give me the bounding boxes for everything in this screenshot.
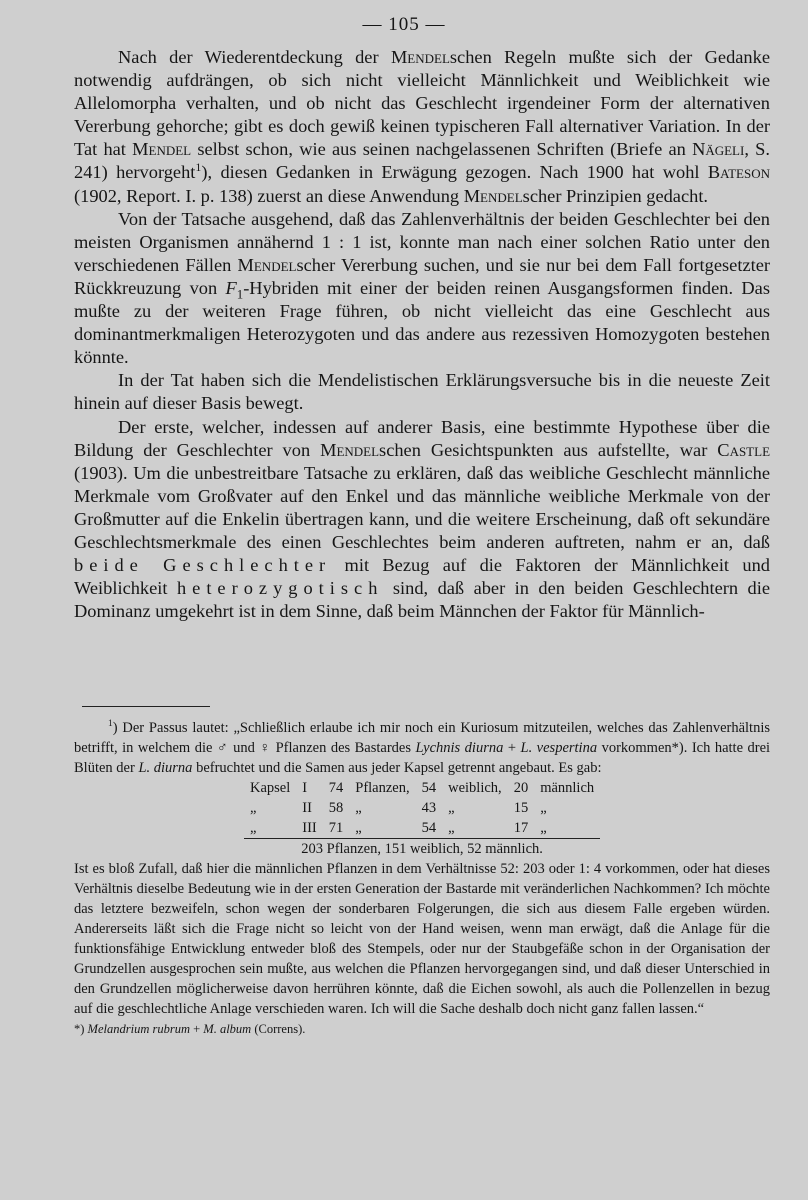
female-symbol-icon: ♀ xyxy=(259,740,272,756)
paragraph-2 xyxy=(74,208,770,370)
table-cell-count: 74 xyxy=(328,780,344,796)
text-run: scher Vererbung suchen, und sie nur bei dem Fall fortgesetzter Rückkreuzung von xyxy=(74,254,771,298)
table-cell-num: II xyxy=(302,800,312,816)
table-cell-count: 58 xyxy=(328,800,344,816)
text-run: scher Prinzipien gedacht. xyxy=(522,185,709,206)
footnote-star xyxy=(74,1019,770,1039)
table-row xyxy=(244,818,600,839)
page-number: — 105 — xyxy=(362,14,446,35)
author-name: Mendel xyxy=(237,254,297,275)
table-cell-num: III xyxy=(302,820,317,836)
paragraph-1 xyxy=(74,46,770,208)
table-cell-w: 54 xyxy=(421,820,437,836)
text-run: , S. 241) hervorgeht xyxy=(74,139,770,183)
author-name: Nägeli xyxy=(692,139,745,160)
table-cell-num: I xyxy=(302,780,308,796)
text-run: + xyxy=(503,740,521,756)
spaced-emphasis: beide Geschlechter xyxy=(74,555,332,576)
species-name: L. diurna xyxy=(138,760,193,776)
table-total-row xyxy=(244,839,600,860)
species-name: L. vespertina xyxy=(520,740,598,756)
text-run: ), diesen Gedanken in Erwägung gezogen. Nach 1900 hat wohl xyxy=(201,162,708,183)
footnotes xyxy=(74,718,770,1039)
author-name: Bateson xyxy=(707,162,770,183)
table-cell-unit: Pflanzen, xyxy=(355,780,410,796)
text-run: Von der Tatsache ausgehend, daß das Zahlenverhältnis der beiden Geschlechter bei den meisten Organismen annähernd 1 : 1 ist, konnte man nach einer solchen Ratio unter den verschiedenen Fällen xyxy=(74,208,770,275)
table-cell-m: 17 xyxy=(513,820,529,836)
table-cell-ml: männlich xyxy=(540,780,595,796)
capsule-count-table xyxy=(244,778,600,859)
text-run: + xyxy=(189,1022,204,1036)
table-cell-w: 43 xyxy=(421,800,437,816)
hybrid-generation: 1 xyxy=(236,287,244,302)
table-cell-w: 54 xyxy=(421,780,437,796)
table-row xyxy=(244,778,600,798)
author-name: Mendel xyxy=(390,47,450,67)
table-cell-label: „ xyxy=(250,820,257,836)
table-row xyxy=(244,798,600,818)
text-run: und xyxy=(228,740,260,756)
male-symbol-icon: ♂ xyxy=(216,740,229,756)
text-run: selbst schon, wie aus seinen nachgelassenen Schriften (Briefe an xyxy=(191,139,693,160)
table-cell-m: 20 xyxy=(513,780,529,796)
author-name: Mendel xyxy=(320,439,380,460)
text-run: mit Bezug auf die Faktoren der Männlichkeit und Weiblichkeit xyxy=(74,555,770,599)
table-cell-wl: „ xyxy=(448,820,455,836)
footnote-mark: 1 xyxy=(108,719,113,730)
footnote-mark: *) xyxy=(74,1022,85,1036)
table-cell-label: Kapsel xyxy=(250,780,291,796)
author-name: Mendel xyxy=(463,185,523,206)
text-run: Nach der Wiederentdeckung der xyxy=(118,47,391,67)
footnote-reference[interactable]: 1 xyxy=(195,160,202,175)
table-cell-wl: „ xyxy=(448,800,455,816)
hybrid-symbol: F xyxy=(225,277,237,298)
table-cell-count: 71 xyxy=(328,820,344,836)
text-run: befruchtet und die Samen aus jeder Kapsel getrennt angebaut. Es gab: xyxy=(192,760,602,776)
footnote-1-continuation: Ist es bloß Zufall, daß hier die männlichen Pflanzen in dem Verhältnisse 52: 203 oder 1: 4 vorkommen, oder hat dieses Verhältnis dieselbe Bedeutung wie in der ersten Generation der Bastarde mit veränderlichen Nachkommen? Ich möchte das letztere bezweifeln, schon wegen der sonderbaren Folgerungen, die sich aus diesem Falle ergeben würden. Andererseits läßt sich die Frage nicht so leicht von der Hand weisen, wenn man erwägt, daß die Anlage für die funktionsfähige Entwicklung entweder bloß des Stempels, oder nur der Staubgefäße schon in der Organisation der Grundzellen ausgesprochen sein mußte, aus welchen die Pflanzen hervorgegangen sind, und daß dieser Unterschied in den Grundzellen möglicherweise davon herrühren könnte, daß die Eichen sowohl, als auch die Pollenzellen in bezug auf die geschlechtliche Anlage verschieden waren. Ich will die Sache deshalb doch nicht ganz fallen lassen.“ xyxy=(74,861,770,1017)
text-run: schen Gesichtspunkten aus aufstellte, war xyxy=(379,439,718,460)
text-run: (1903). Um die unbestreitbare Tatsache zu erklären, daß das weibliche Geschlecht männliche Merkmale vom Großvater auf den Enkel und das männliche weibliche Merkmale von der Großmutter auf die Enkelin übertragen kann, und die weitere Erscheinung, daß oft sekundäre Geschlechtsmerkmale des einen Geschlechtes beim anderen auftreten, nahm er an, daß xyxy=(74,462,770,552)
table-cell-label: „ xyxy=(250,800,257,816)
table-cell-m: 15 xyxy=(513,800,529,816)
footnote-divider xyxy=(82,706,210,707)
text-run: (Correns). xyxy=(251,1022,306,1036)
table-cell-unit: „ xyxy=(355,820,362,836)
text-run: ) Der Passus lautet: „Schließlich erlaube ich mir noch ein Kuriosum mitzuteilen, welches das Zahlenverhältnis betrifft, in welchem die xyxy=(74,720,770,756)
table-cell-wl: weiblich, xyxy=(448,780,502,796)
table-cell-ml: „ xyxy=(540,800,547,816)
table-total: 203 Pflanzen, 151 weiblich, 52 männlich. xyxy=(244,839,600,860)
species-name: Lychnis diurna xyxy=(415,740,504,756)
table-cell-unit: „ xyxy=(355,800,362,816)
footnote-1 xyxy=(74,718,770,778)
paragraph-4 xyxy=(74,416,770,624)
text-run: -Hybriden mit einer der beiden reinen Ausgangsformen finden. Das mußte zu der weiteren Frage führen, ob nicht vielleicht das eine Geschlecht aus dominantmerkmaligen Heterozygoten und das andere aus rezessiven Homozygoten bestehen könnte. xyxy=(74,277,771,368)
text-run: vorkommen*). Ich hatte drei Blüten der xyxy=(74,740,771,776)
species-name: Melandrium rubrum xyxy=(87,1022,190,1036)
paragraph-3: In der Tat haben sich die Mendelistischen Erklärungsversuche bis in die neueste Zeit hinein auf dieser Basis bewegt. xyxy=(74,370,770,414)
text-run: (1902, Report. I. p. 138) zuerst an diese Anwendung xyxy=(74,185,464,206)
main-text xyxy=(74,46,770,623)
text-run: sind, daß aber in den beiden Geschlechtern die Dominanz umgekehrt ist in dem Sinne, daß beim Männchen der Faktor für Männlich- xyxy=(74,578,771,622)
author-name: Castle xyxy=(717,439,771,460)
table-cell-ml: „ xyxy=(540,820,547,836)
text-run: Pflanzen des Bastardes xyxy=(271,740,416,756)
author-name: Mendel xyxy=(132,139,192,160)
species-name: M. album xyxy=(203,1022,252,1036)
spaced-emphasis: heterozygotisch xyxy=(176,578,384,599)
text-run: schen Regeln mußte sich der Gedanke notwendig aufdrängen, ob sich nicht vielleicht Männlichkeit und Weiblichkeit wie Allelomorpha verhalten, und ob nicht das Geschlecht irgendeiner Form der alternativen Vererbung gehorche; gibt es doch gewiß keinen typischeren Fall alternativer Variation. In der Tat hat xyxy=(74,47,770,160)
text-run: Der erste, welcher, indessen auf anderer Basis, eine bestimmte Hypothese über die Bildung der Geschlechter von xyxy=(74,416,770,460)
